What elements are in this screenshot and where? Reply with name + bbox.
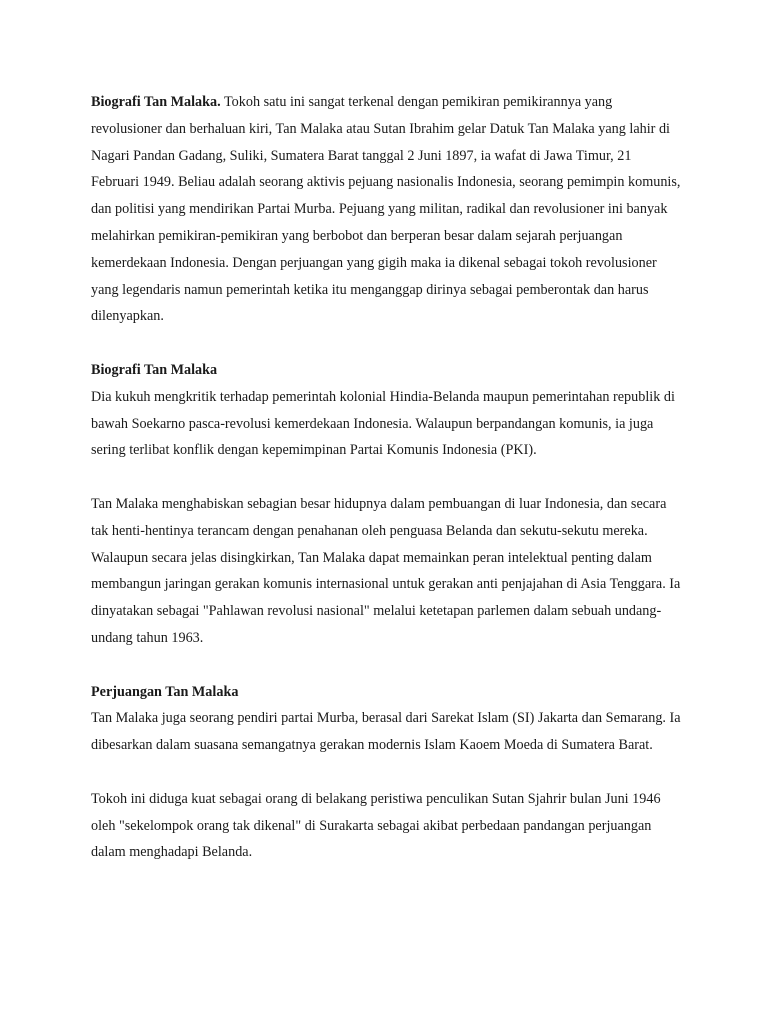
perjuangan-paragraph-1: Tan Malaka juga seorang pendiri partai Murba, berasal dari Sarekat Islam (SI) Jakarta dan Semarang. Ia dibesarkan dalam suasana semangatnya gerakan modernis Islam Kaoem Moeda di Sumatera Barat. [91,710,681,754]
section-heading-perjuangan: Perjuangan Tan Malaka [91,683,239,700]
biografi-paragraph-2: Tan Malaka menghabiskan sebagian besar hidupnya dalam pembuangan di luar Indonesia, dan secara tak henti-hentinya terancam dengan penahanan oleh penguasa Belanda dan sekutu-sekutu mereka. Walaupun secara jelas disingkirkan, Tan Malaka dapat memainkan peran intelektual penting dalam membangun jaringan gerakan komunis internasional untuk gerakan anti penjajahan di Asia Tenggara. Ia dinyatakan sebagai "Pahlawan revolusi nasional" melalui ketetapan parlemen dalam sebuah undang-undang tahun 1963. [91,495,681,646]
section-heading-biografi: Biografi Tan Malaka [91,361,218,378]
section-biografi [91,357,681,464]
document-body [91,89,681,893]
biografi-paragraph-1: Dia kukuh mengkritik terhadap pemerintah kolonial Hindia-Belanda maupun pemerintahan republik di bawah Soekarno pasca-revolusi kemerdekaan Indonesia. Walaupun berpandangan komunis, ia juga sering terlibat konflik dengan kepemimpinan Partai Komunis Indonesia (PKI). [91,388,675,459]
intro-text: Tokoh satu ini sangat terkenal dengan pemikiran pemikirannya yang revolusioner dan berhaluan kiri, Tan Malaka atau Sutan Ibrahim gelar Datuk Tan Malaka yang lahir di Nagari Pandan Gadang, Suliki, Sumatera Barat tanggal 2 Juni 1897, ia wafat di Jawa Timur, 21 Februari 1949. Beliau adalah seorang aktivis pejuang nasionalis Indonesia, seorang pemimpin komunis, dan politisi yang mendirikan Partai Murba. Pejuang yang militan, radikal dan revolusioner ini banyak melahirkan pemikiran-pemikiran yang berbobot dan berperan besar dalam sejarah perjuangan kemerdekaan Indonesia. Dengan perjuangan yang gigih maka ia dikenal sebagai tokoh revolusioner yang legendaris namun pemerintah ketika itu menganggap dirinya sebagai pemberontak dan harus dilenyapkan. [91,94,681,325]
section-perjuangan [91,679,681,759]
intro-title: Biografi Tan Malaka. [91,94,221,110]
perjuangan-paragraph-2: Tokoh ini diduga kuat sebagai orang di belakang peristiwa penculikan Sutan Sjahrir bulan Juni 1946 oleh "sekelompok orang tak dikenal" di Surakarta sebagai akibat perbedaan pandangan perjuangan dalam menghadapi Belanda. [91,790,661,861]
intro-paragraph [91,89,681,330]
